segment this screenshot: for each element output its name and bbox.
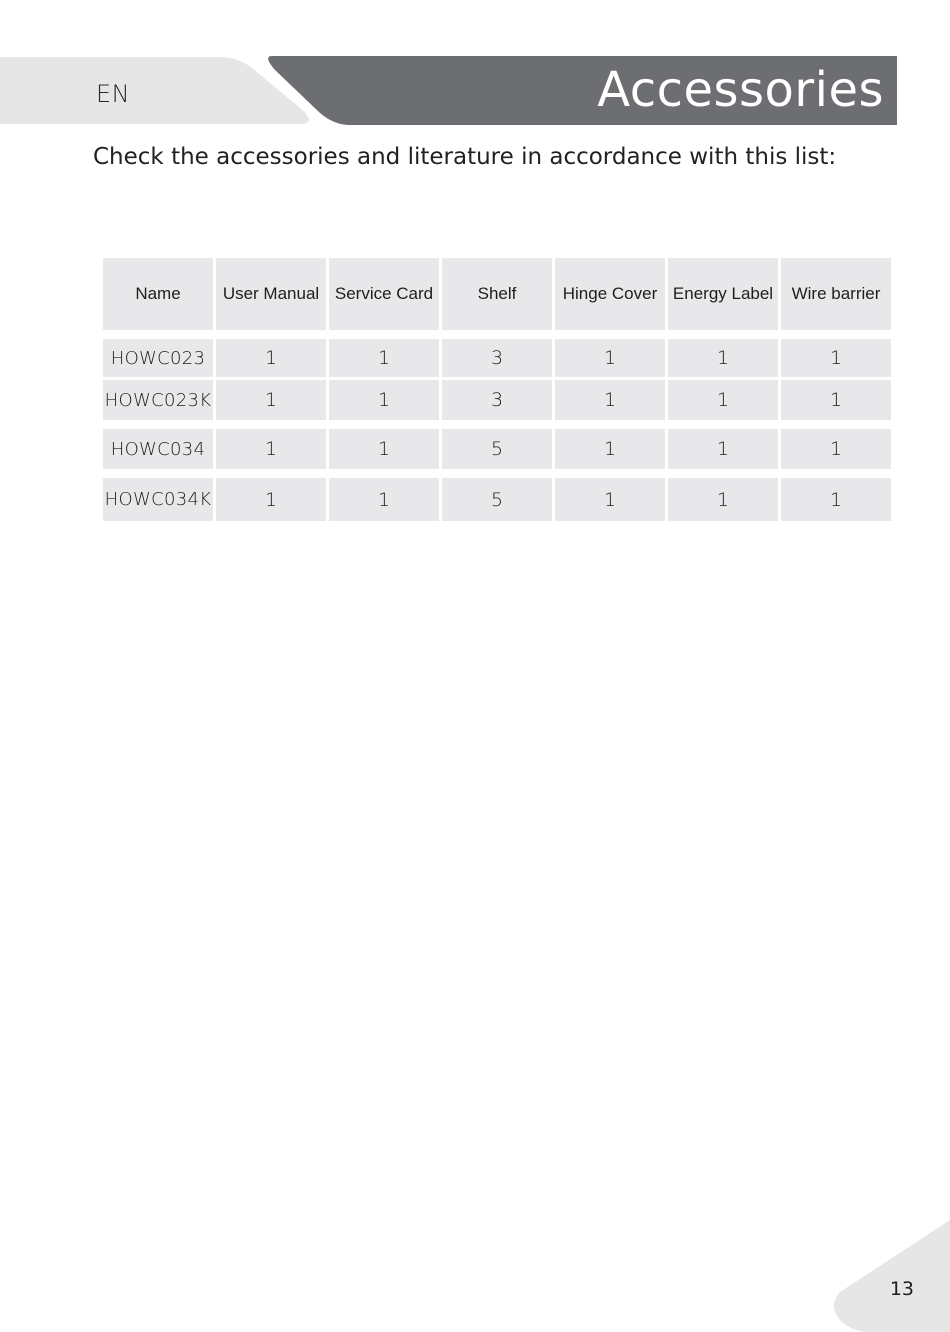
hinge-cover-cell: 1 <box>555 380 665 420</box>
model-name-cell: HOWC034 <box>103 429 213 469</box>
user-manual-cell: 1 <box>216 429 326 469</box>
column-header-wire-barrier: Wire barrier <box>781 258 891 330</box>
wire-barrier-cell: 1 <box>781 478 891 521</box>
energy-label-cell: 1 <box>668 380 778 420</box>
accessories-table <box>100 255 894 524</box>
wire-barrier-cell: 1 <box>781 339 891 377</box>
energy-label-cell: 1 <box>668 339 778 377</box>
page-title: Accessories <box>597 62 884 118</box>
column-header-hinge-cover: Hinge Cover <box>555 258 665 330</box>
language-label: EN <box>96 80 131 108</box>
service-card-cell: 1 <box>329 380 439 420</box>
hinge-cover-cell: 1 <box>555 339 665 377</box>
wire-barrier-cell: 1 <box>781 429 891 469</box>
model-name-cell: HOWC034K <box>103 478 213 521</box>
wire-barrier-cell: 1 <box>781 380 891 420</box>
service-card-cell: 1 <box>329 478 439 521</box>
column-header-shelf: Shelf <box>442 258 552 330</box>
table-row <box>103 339 891 377</box>
hinge-cover-cell: 1 <box>555 429 665 469</box>
table-header-row <box>103 258 891 330</box>
service-card-cell: 1 <box>329 339 439 377</box>
model-name-cell: HOWC023K <box>103 380 213 420</box>
shelf-cell: 3 <box>442 339 552 377</box>
hinge-cover-cell: 1 <box>555 478 665 521</box>
energy-label-cell: 1 <box>668 429 778 469</box>
column-header-user-manual: User Manual <box>216 258 326 330</box>
model-name-cell: HOWC023 <box>103 339 213 377</box>
column-header-name: Name <box>103 258 213 330</box>
user-manual-cell: 1 <box>216 478 326 521</box>
user-manual-cell: 1 <box>216 380 326 420</box>
energy-label-cell: 1 <box>668 478 778 521</box>
shelf-cell: 3 <box>442 380 552 420</box>
page-number: 13 <box>889 1278 914 1300</box>
shelf-cell: 5 <box>442 478 552 521</box>
shelf-cell: 5 <box>442 429 552 469</box>
user-manual-cell: 1 <box>216 339 326 377</box>
table-row <box>103 429 891 469</box>
service-card-cell: 1 <box>329 429 439 469</box>
table-row <box>103 478 891 521</box>
page-corner-tab <box>830 1182 950 1332</box>
intro-text: Check the accessories and literature in accordance with this list: <box>93 144 837 170</box>
column-header-energy-label: Energy Label <box>668 258 778 330</box>
table-row <box>103 380 891 420</box>
language-tab <box>0 57 309 124</box>
column-header-service-card: Service Card <box>329 258 439 330</box>
